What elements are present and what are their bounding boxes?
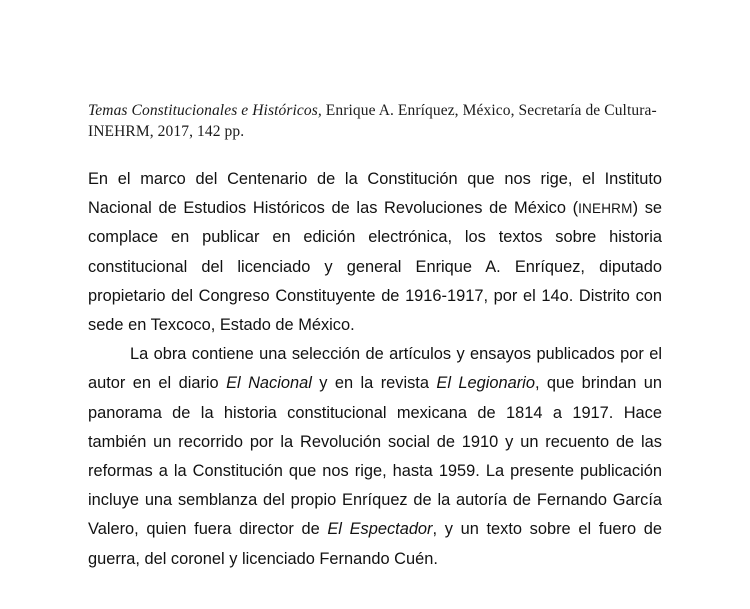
paragraph-content bbox=[88, 340, 662, 574]
magazine-name: El Legionario bbox=[436, 374, 535, 393]
paragraph-intro-text-a: En el marco del Centenario de la Constitución que nos rige, el Instituto Nacional de Estudios Históricos de las Revoluciones de México ( bbox=[88, 170, 662, 218]
paragraph-content-text-a: La obra contiene una selección de artículos y ensayos publicados por el autor en el diario bbox=[88, 345, 662, 393]
publication-name: El Espectador bbox=[327, 520, 433, 539]
review-body bbox=[88, 165, 662, 574]
paragraph-intro bbox=[88, 165, 662, 340]
paragraph-content-text-c: , que brindan un panorama de la historia constitucional mexicana de 1814 a 1917. Hace también un recorrido por la Revolución social de 1910 y un recuento de las reformas a la Constitución que nos rige, hasta 1959. La presente publicación incluye una semblanza del propio Enríquez de la autoría de Fernando García Valero, quien fuera director de bbox=[88, 374, 662, 539]
paragraph-content-text-b: y en la revista bbox=[311, 374, 437, 393]
paragraph-intro-text-b: ) se complace en publicar en edición electrónica, los textos sobre historia constitucional del licenciado y general Enrique A. Enríquez, diputado propietario del Congreso Constituyente de 1916-1917, por el 14o. Distrito con sede en Texcoco, Estado de México. bbox=[88, 199, 663, 335]
paragraph-content-text-d: , y un texto sobre el fuero de guerra, del coronel y licenciado Fernando Cuén. bbox=[88, 520, 662, 568]
book-citation bbox=[88, 100, 660, 142]
book-title: Temas Constitucionales e Históricos, bbox=[88, 101, 322, 119]
inehrm-acronym: INEHRM bbox=[578, 201, 633, 217]
citation-details: Enrique A. Enríquez, México, Secretaría de Cultura-INEHRM, 2017, 142 pp. bbox=[88, 101, 657, 140]
newspaper-name: El Nacional bbox=[226, 374, 312, 393]
